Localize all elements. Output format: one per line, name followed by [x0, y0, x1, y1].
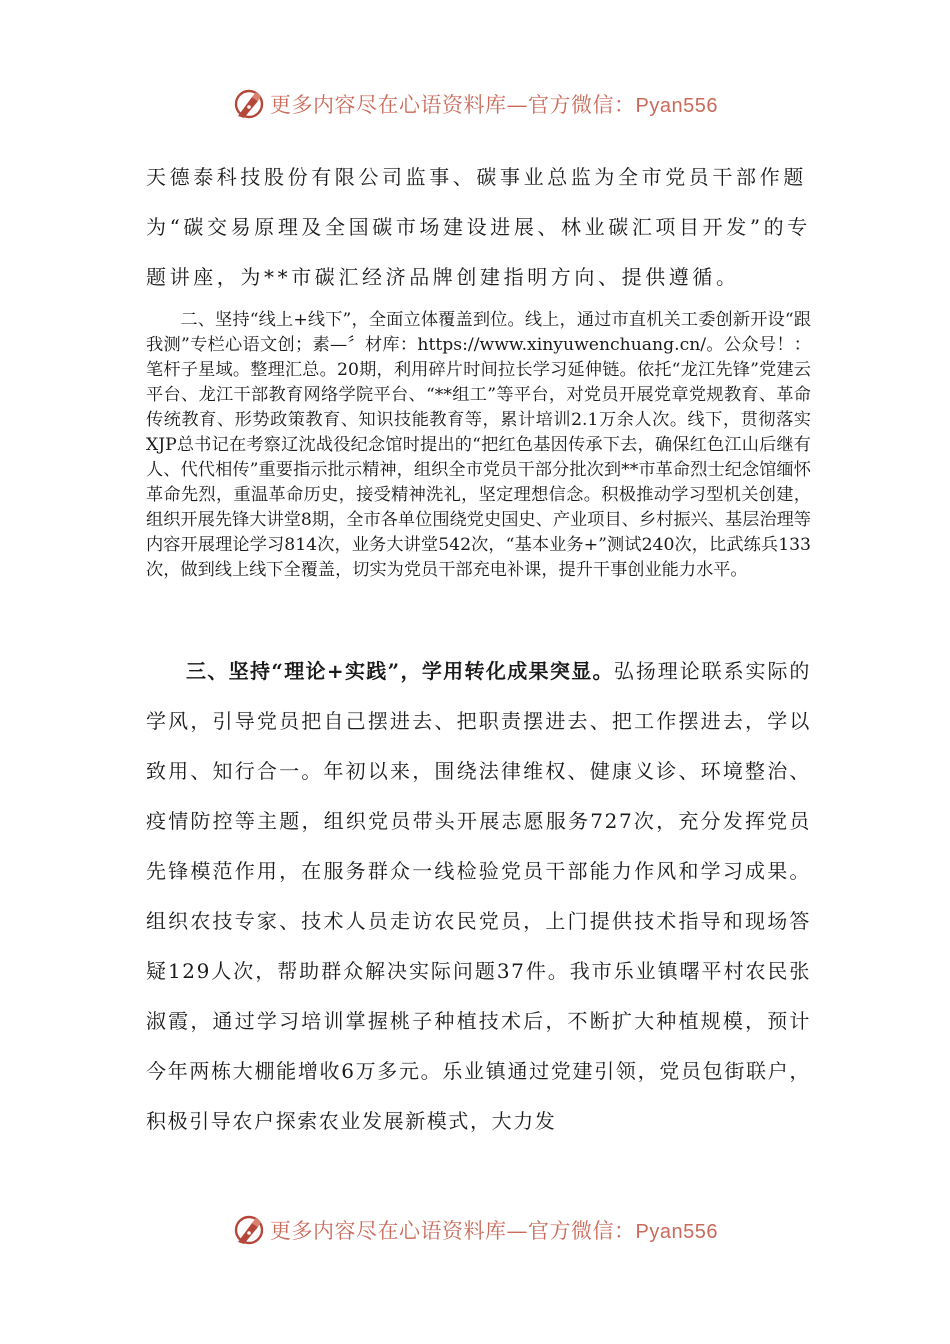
- paragraph-continued: 天德泰科技股份有限公司监事、碳事业总监为全市党员干部作题为“碳交易原理及全国碳市场建设进展、林业碳汇项目开发”的专题讲座，为**市碳汇经济品牌创建指明方向、提供遵循。: [146, 165, 811, 289]
- pen-nib-logo-icon: [232, 87, 266, 121]
- header-watermark-text: 更多内容尽在心语资料库—官方微信：Pyan556: [270, 93, 718, 117]
- wechat-id: Pyan556: [635, 1221, 718, 1243]
- footer-watermark-text: 更多内容尽在心语资料库—官方微信：Pyan556: [270, 1219, 718, 1243]
- paragraph-section-three: [146, 646, 811, 1146]
- section-three-heading: 三、坚持“理论+实践”，学用转化成果突显。: [186, 659, 614, 683]
- wechat-id: Pyan556: [635, 95, 718, 117]
- header-watermark: [0, 84, 950, 124]
- section-two: [146, 308, 811, 583]
- section-three: [146, 646, 811, 1146]
- section-three-body: 弘扬理论联系实际的学风，引导党员把自己摆进去、把职责摆进去、把工作摆进去，学以致用、知行合一。年初以来，围绕法律维权、健康义诊、环境整治、疫情防控等主题，组织党员带头开展志愿服务727次，充分发挥党员先锋模范作用，在服务群众一线检验党员干部能力作风和学习成果。组织农技专家、技术人员走访农民党员，上门提供技术指导和现场答疑129人次，帮助群众解决实际问题37件。我市乐业镇曙平村农民张淑霞，通过学习培训掌握桃子种植技术后，不断扩大种植规模，预计今年两栋大棚能增收6万多元。乐业镇通过党建引领，党员包街联户，积极引导农户探索农业发展新模式，大力发: [146, 659, 812, 1133]
- pen-nib-logo-icon: [232, 1213, 266, 1247]
- paragraph-section-two: 二、坚持“线上+线下”，全面立体覆盖到位。线上，通过市直机关工委创新开设“跟我测”专栏心语文创；素—〞材库：https://www.xinyuwenchuang.cn/。公众号！：笔杆子星域。整理汇总。20期，利用碎片时间拉长学习延伸链。依托“龙江先锋”党建云平台、龙江干部教育网络学院平台、“**组工”等平台，对党员开展党章党规教育、革命传统教育、形势政策教育、知识技能教育等，累计培训2.1万余人次。线下，贯彻落实XJP总书记在考察辽沈战役纪念馆时提出的“把红色基因传承下去，确保红色江山后继有人、代代相传”重要指示批示精神，组织全市党员干部分批次到**市革命烈士纪念馆缅怀革命先烈，重温革命历史，接受精神洗礼，坚定理想信念。积极推动学习型机关创建，组织开展先锋大讲堂8期，全市各单位围绕党史国史、产业项目、乡村振兴、基层治理等内容开展理论学习814次，业务大讲堂542次，“基本业务+”测试240次，比武练兵133次，做到线上线下全覆盖，切实为党员干部充电补课，提升干事创业能力水平。: [146, 310, 811, 580]
- section-continued: [146, 152, 811, 302]
- footer-watermark: [0, 1210, 950, 1250]
